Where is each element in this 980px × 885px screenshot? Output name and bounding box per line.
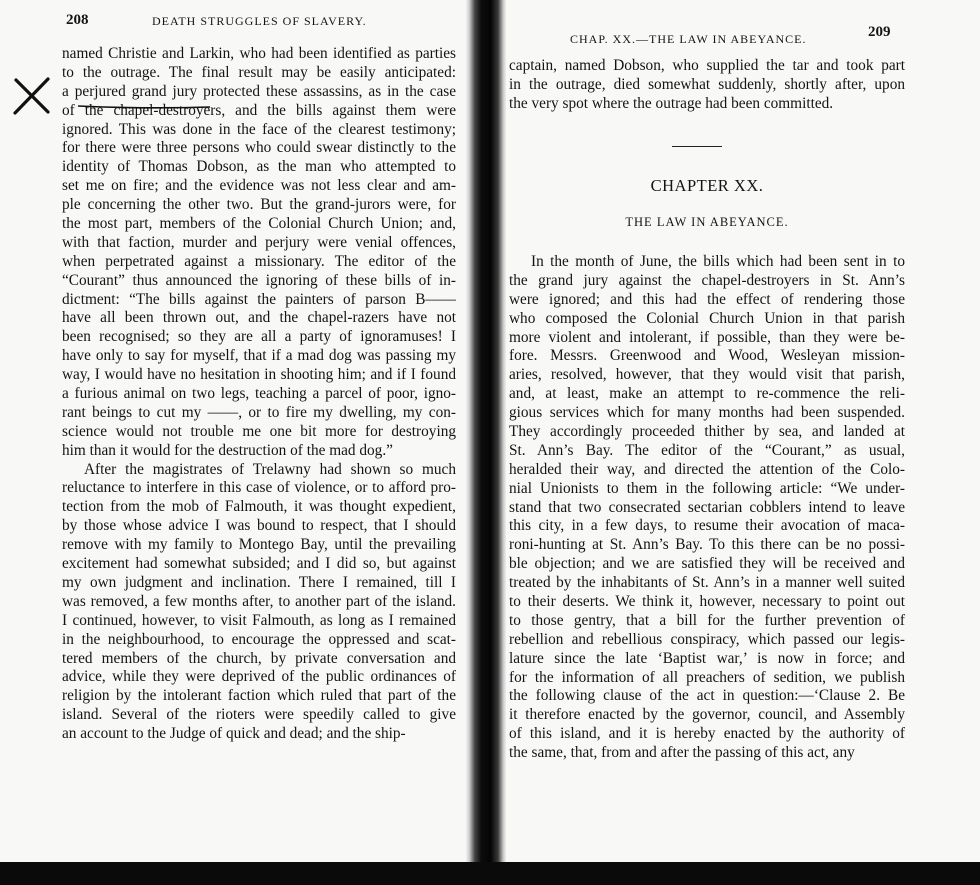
text-line: rant beings to cut my ——, or to fire my dwelling, my con- [62, 403, 456, 421]
text-line: for there were three persons who could swear distinctly to the [62, 139, 456, 157]
text-line: and, at least, make an attempt to re-commence the reli- [509, 385, 905, 403]
text-line: set me on fire; and the evidence was not less clear and am- [62, 177, 456, 195]
text-line: my own judgment and inclination. There I remained, till I [62, 573, 456, 591]
text-line: reluctance to interfere in this case of violence, or to afford pro- [62, 479, 456, 497]
text-line: it therefore enacted by the governor, council, and Assembly [509, 706, 905, 724]
text-line: tection from the mob of Falmouth, it was thought expedient, [62, 498, 456, 516]
text-line: way, I would have no hesitation in shooting him; and if I found [62, 366, 456, 384]
text-line: advice, while they were deprived of the public ordinances of [62, 668, 456, 686]
text-line: ble objection; and we are satisfied they will be received and [509, 555, 905, 573]
text-line: identity of Thomas Dobson, as the man who attempted to [62, 158, 456, 176]
text-line: rebellion and rebellious conspiracy, which passed our legis- [509, 630, 905, 648]
handwritten-underline [76, 103, 212, 113]
text-line: the grand jury against the chapel-destroyers in St. Ann’s [509, 271, 905, 289]
chapter-title: THE LAW IN ABEYANCE. [625, 215, 789, 229]
text-line: They accordingly proceeded thither by sea, and landed at [509, 423, 905, 441]
text-line: have only to say for myself, that if a mad dog was passing my [62, 347, 456, 365]
text-line: to those gentry, that a bill for the further prevention of [509, 611, 905, 629]
text-line: dictment: “The bills against the painters of parson B—— [62, 290, 456, 308]
text-line: After the magistrates of Trelawny had shown so much [84, 460, 456, 478]
text-line: the following clause of the act in question:—‘Clause 2. Be [509, 687, 905, 705]
text-line: more violent and intolerant, if possible, than they were be- [509, 328, 905, 346]
text-line: In the month of June, the bills which had been sent in to [531, 253, 905, 270]
text-line: roni-hunting at St. Ann’s Bay. To this there can be no possi- [509, 536, 905, 554]
text-line: stand that two consecrated sectarian cobblers intend to leave [509, 498, 905, 516]
text-line: with that faction, murder and perjury were venial offences, [62, 233, 456, 251]
text-line: a perjured grand jury protected these assassins, as in the case [62, 82, 456, 100]
text-line: aries, resolved, however, that they would visit that parish, [509, 366, 905, 384]
text-line: I continued, however, to visit Falmouth, as long as I remained [62, 611, 456, 629]
text-line: to the outrage. The final result may be easily anticipated: [62, 63, 456, 81]
text-line: St. Ann’s Bay. The editor of the “Courant,” as usual, [509, 441, 905, 459]
text-line: nial Unionists to them in the following article: “We under- [509, 479, 905, 497]
text-line: were ignored; and this had the effect of rendering those [509, 290, 905, 308]
text-line: excitement had somewhat subsided; and I did so, but against [62, 555, 456, 573]
text-line: fore. Messrs. Greenwood and Wood, Wesleyan mission- [509, 347, 905, 365]
text-line: when perpetrated against a missionary. The editor of the [62, 252, 456, 270]
text-line: heralded their way, and directed the attention of the Colo- [509, 460, 905, 478]
text-line: a furious animal on two legs, teaching a parcel of poor, igno- [62, 385, 456, 403]
text-line: in the neighbourhood, to encourage the oppressed and scat- [62, 630, 456, 648]
text-line: captain, named Dobson, who supplied the tar and took part [509, 57, 905, 74]
left-page-text [62, 45, 456, 744]
text-line: the very spot where the outrage had been committed. [509, 94, 834, 112]
text-line: been recognised; so they are all a party of ignoramuses! I [62, 328, 456, 346]
text-line: in the outrage, died somewhat suddenly, shortly after, upon [509, 75, 905, 93]
handwritten-x-mark [12, 76, 52, 116]
text-line: “Courant” thus announced the ignoring of these bills of in- [62, 271, 456, 289]
text-line: to their deserts. We think it, however, necessary to point out [509, 593, 905, 611]
text-line: of this island, and it is hereby enacted by the authority of [509, 725, 905, 743]
text-line: an account to the Judge of quick and dead; and the ship- [62, 725, 406, 743]
text-line: tered members of the church, by private conversation and [62, 649, 456, 667]
text-line: the most part, members of the Colonial Church Union; and, [62, 215, 456, 233]
text-line: religion by the intolerant faction which ruled that part of the [62, 687, 456, 705]
text-line: named Christie and Larkin, who had been identified as parties [62, 45, 456, 62]
running-head-left: DEATH STRUGGLES OF SLAVERY. [152, 14, 367, 28]
text-line: who composed the Colonial Church Union in that parish [509, 309, 905, 327]
text-line: him than it would for the destruction of the mad dog.” [62, 441, 393, 459]
text-line: ignored. This was done in the face of the clearest testimony; [62, 120, 456, 138]
text-line: this city, in a few days, to resume their avocation of maca- [509, 517, 905, 535]
page-number-left: 208 [66, 12, 89, 28]
right-page-continuation-text [509, 57, 905, 114]
text-line: the same, that, from and after the passing of this act, any [509, 744, 855, 762]
section-divider-rule [672, 146, 722, 147]
text-line: of the chapel-destroyers, and the bills against them were [62, 101, 456, 119]
text-line: gious services which for many months had been suspended. [509, 404, 905, 422]
text-line: was removed, a few months after, to another part of the island. [62, 592, 456, 610]
page-number-right: 209 [868, 24, 891, 40]
text-line: have all been thrown out, and the chapel-razers have not [62, 309, 456, 327]
text-line: island. Several of the rioters were speedily called to give [62, 706, 456, 724]
running-head-right: CHAP. XX.—THE LAW IN ABEYANCE. [570, 32, 807, 46]
text-line: by those whose advice I was bound to respect, that I should [62, 517, 456, 535]
text-line: ple concerning the other two. But the grand-jurors were, for [62, 196, 456, 214]
chapter-heading: CHAPTER XX. [650, 176, 764, 195]
text-line: remove with my family to Montego Bay, until the prevailing [62, 536, 456, 554]
scan-bottom-edge [0, 862, 980, 885]
book-gutter [466, 0, 506, 885]
text-line: for the information of all preachers of sedition, we publish [509, 668, 905, 686]
right-page-body-text [509, 253, 905, 763]
text-line: treated by the inhabitants of St. Ann’s in a manner well suited [509, 574, 905, 592]
text-line: lature since the late ‘Baptist war,’ is now in force; and [509, 649, 905, 667]
text-line: science would not trouble me one bit more for destroying [62, 422, 456, 440]
